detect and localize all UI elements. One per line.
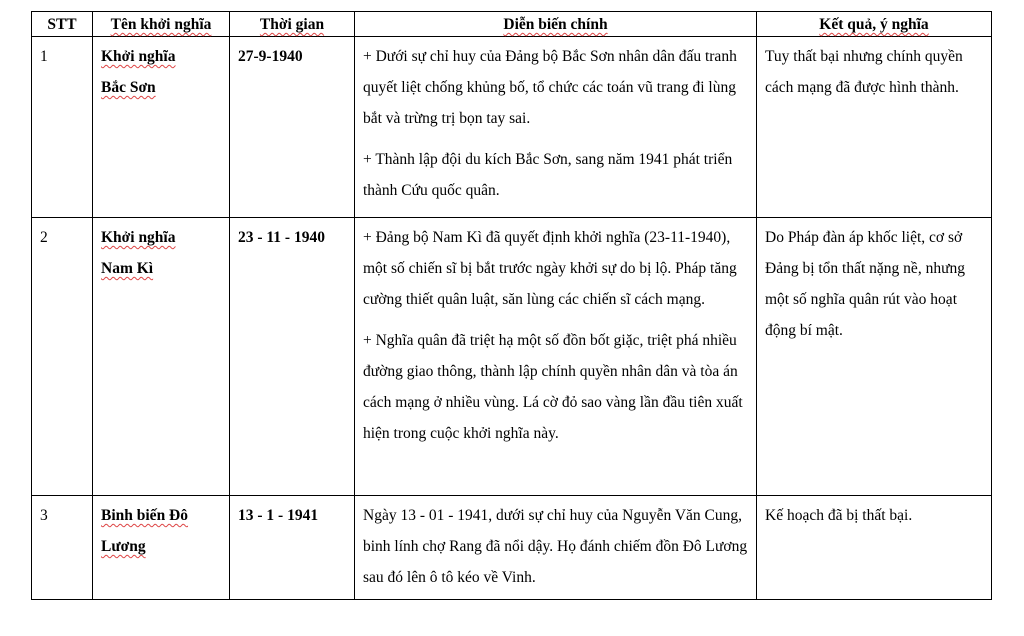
row-name-line: Khởi nghĩa — [101, 229, 176, 246]
event-paragraph: + Nghĩa quân đã triệt hạ một số đồn bốt giặc, triệt phá nhiều đường giao thông, thành lập chính quyền nhân dân và tòa án cách mạng ở nhiều vùng. Lá cờ đỏ sao vàng lần đầu tiên xuất hiện trong cuộc khởi nghĩa này. — [363, 332, 743, 442]
header-name: Tên khởi nghĩa — [93, 12, 230, 37]
row-time: 23 - 11 - 1940 — [230, 218, 355, 496]
row-events — [355, 37, 757, 218]
row-name — [93, 218, 230, 496]
table-row — [32, 218, 992, 496]
row-name-line: Binh biến Đô — [101, 507, 189, 524]
row-name-line: Bắc Sơn — [101, 79, 156, 96]
document-sheet — [31, 11, 991, 600]
table-row — [32, 37, 992, 218]
row-time: 13 - 1 - 1941 — [230, 496, 355, 600]
row-result: Kế hoạch đã bị thất bại. — [757, 496, 992, 600]
table-header-row — [32, 12, 992, 37]
row-stt: 2 — [32, 218, 93, 496]
row-events — [355, 218, 757, 496]
header-result: Kết quả, ý nghĩa — [757, 12, 992, 37]
row-stt: 3 — [32, 496, 93, 600]
header-time: Thời gian — [230, 12, 355, 37]
row-result: Do Pháp đàn áp khốc liệt, cơ sở Đảng bị tổn thất nặng nề, nhưng một số nghĩa quân rút vào hoạt động bí mật. — [757, 218, 992, 496]
table-row — [32, 496, 992, 600]
row-events — [355, 496, 757, 600]
row-name — [93, 496, 230, 600]
header-stt: STT — [32, 12, 93, 37]
event-paragraph: Ngày 13 - 01 - 1941, dưới sự chỉ huy của Nguyễn Văn Cung, binh lính chợ Rang đã nổi dậy. Họ đánh chiếm đồn Đô Lương sau đó lên ô tô kéo về Vinh. — [363, 507, 748, 586]
event-paragraph: + Thành lập đội du kích Bắc Sơn, sang năm 1941 phát triển thành Cứu quốc quân. — [363, 151, 733, 199]
row-time: 27-9-1940 — [230, 37, 355, 218]
event-paragraph: + Dưới sự chỉ huy của Đảng bộ Bắc Sơn nhân dân đấu tranh quyết liệt chống khủng bố, tổ chức các toán vũ trang đi lùng bắt và trừng trị bọn tay sai. — [363, 48, 737, 127]
row-name-line: Nam Kì — [101, 260, 154, 277]
row-name — [93, 37, 230, 218]
row-name-line: Khởi nghĩa — [101, 48, 176, 65]
row-stt: 1 — [32, 37, 93, 218]
row-result: Tuy thất bại nhưng chính quyền cách mạng đã được hình thành. — [757, 37, 992, 218]
row-name-line: Lương — [101, 538, 146, 555]
header-events: Diễn biến chính — [355, 12, 757, 37]
uprisings-table — [31, 11, 992, 600]
event-paragraph: + Đảng bộ Nam Kì đã quyết định khởi nghĩa (23-11-1940), một số chiến sĩ bị bắt trước ngày khởi sự do bị lộ. Pháp tăng cường thiết quân luật, săn lùng các chiến sĩ cách mạng. — [363, 229, 737, 308]
